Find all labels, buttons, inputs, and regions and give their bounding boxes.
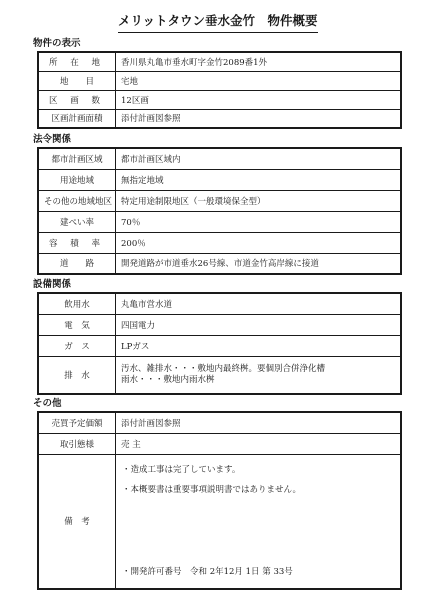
- row-value: 売 主: [116, 433, 402, 454]
- row-label: 建ぺい率: [38, 211, 116, 232]
- row-value: 特定用途制限地区（一般環境保全型）: [116, 190, 402, 211]
- row-label: 区画計画面積: [38, 109, 116, 128]
- section-heading-property: 物件の表示: [33, 38, 81, 49]
- table-row: [38, 211, 401, 232]
- row-value: 四国電力: [116, 314, 402, 335]
- row-value: 開発道路が市道垂水26号線、市道金竹高岸線に接道: [116, 253, 402, 274]
- section-heading-law: 法令関係: [33, 134, 72, 145]
- table-row: [38, 356, 401, 394]
- table-row: [38, 412, 401, 433]
- row-value: 添付計画図参照: [116, 109, 402, 128]
- table-row: [38, 253, 401, 274]
- row-label: 排 水: [38, 356, 116, 394]
- other-table: [37, 411, 402, 590]
- table-row: [38, 148, 401, 169]
- row-value: [116, 454, 402, 589]
- row-label: 飲用水: [38, 293, 116, 314]
- row-value: 12区画: [116, 90, 402, 109]
- table-row: [38, 454, 401, 589]
- row-label: 区 画 数: [38, 90, 116, 109]
- remarks-notes: [116, 455, 400, 589]
- table-row: [38, 90, 401, 109]
- row-label: 所 在 地: [38, 52, 116, 71]
- row-value: 無指定地域: [116, 169, 402, 190]
- row-label: 道 路: [38, 253, 116, 274]
- section-heading-facilities: 設備関係: [33, 279, 72, 290]
- row-label: 地 目: [38, 71, 116, 90]
- row-label: 用途地域: [38, 169, 116, 190]
- row-label: 都市計画区域: [38, 148, 116, 169]
- row-value: 宅地: [116, 71, 402, 90]
- row-value: 丸亀市営水道: [116, 293, 402, 314]
- remark-note: ・開発許可番号 令和 2年12月 1日 第 33号: [122, 566, 293, 577]
- row-value: 添付計画図参照: [116, 412, 402, 433]
- row-value: [116, 356, 402, 394]
- facilities-table: [37, 292, 402, 395]
- row-label: ガ ス: [38, 335, 116, 356]
- table-row: [38, 169, 401, 190]
- row-label: 容 積 率: [38, 232, 116, 253]
- row-label: 売買予定価額: [38, 412, 116, 433]
- document-title: メリットタウン垂水金竹 物件概要: [118, 12, 318, 33]
- row-value: 200％: [116, 232, 402, 253]
- row-label: 取引態様: [38, 433, 116, 454]
- row-label: 備 考: [38, 454, 116, 589]
- remark-note: ・造成工事は完了しています。: [122, 464, 241, 475]
- table-row: [38, 335, 401, 356]
- table-row: [38, 232, 401, 253]
- table-row: [38, 52, 401, 71]
- row-value: 都市計画区域内: [116, 148, 402, 169]
- table-row: [38, 109, 401, 128]
- section-heading-other: その他: [33, 398, 62, 409]
- drainage-line-1: 汚水、雑排水・・・敷地内最終桝。要個別合併浄化槽: [121, 363, 326, 374]
- property-table: [37, 51, 402, 129]
- law-table: [37, 147, 402, 275]
- table-row: [38, 190, 401, 211]
- row-value: 香川県丸亀市垂水町字金竹2089番1外: [116, 52, 402, 71]
- table-row: [38, 314, 401, 335]
- table-row: [38, 71, 401, 90]
- row-value: LPガス: [116, 335, 402, 356]
- drainage-line-2: 雨水・・・敷地内雨水桝: [121, 374, 215, 385]
- table-row: [38, 433, 401, 454]
- remark-note: ・本概要書は重要事項説明書ではありません。: [122, 484, 302, 495]
- row-label: 電 気: [38, 314, 116, 335]
- row-value: 70％: [116, 211, 402, 232]
- table-row: [38, 293, 401, 314]
- row-label: その他の地域地区: [38, 190, 116, 211]
